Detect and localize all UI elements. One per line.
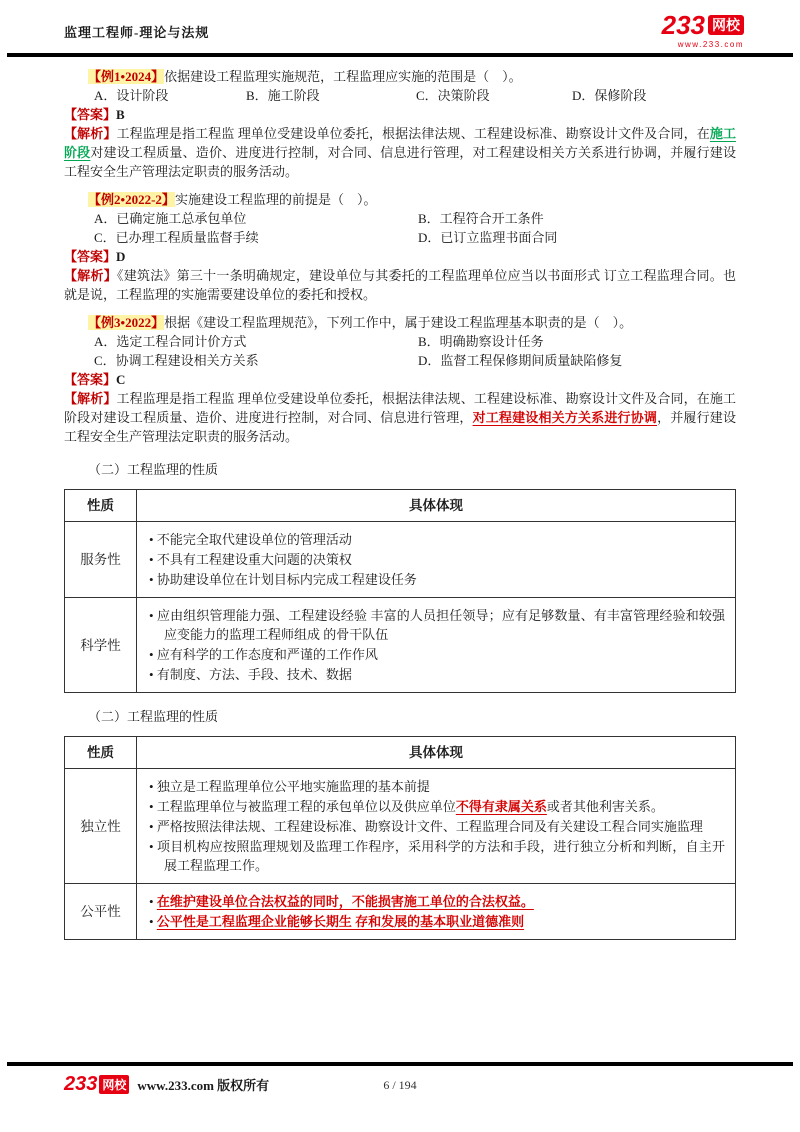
example-2-question xyxy=(64,190,736,209)
row-detail xyxy=(137,884,736,940)
option-b: B．明确勘察设计任务 xyxy=(418,334,544,349)
table-row xyxy=(65,522,736,598)
analysis-label: 【解析】 xyxy=(64,268,117,283)
example-2-answer xyxy=(64,247,736,266)
analysis-text: 工程监理是指工程监 理单位受建设单位委托，根据法律法规、工程建设标准、勘察设计文件及合同，在施工阶段对建设工程质量、造价、进度进行控制，对合同、信息进行管理， xyxy=(64,391,736,425)
option-c: C．已办理工程质量监督手续 xyxy=(94,230,259,245)
list-item: • 项目机构应按照监理规划及监理工作程序，采用科学的方法和手段，进行独立分析和判断，自主开展工程监理工作。 xyxy=(149,837,725,875)
example-3-answer xyxy=(64,370,736,389)
option-d: D．监督工程保修期间质量缺陷修复 xyxy=(418,353,623,368)
analysis-text: 《建筑法》第三十一条明确规定，建设单位与其委托的工程监理单位应当以书面形式 订立工程监理合同。也就是说，工程监理的实施需要建设单位的委托和授权。 xyxy=(64,268,736,302)
analysis-text: 对建设工程质量、造价、进度进行控制，对合同、信息进行管理，对工程建设相关方关系进行协调，并履行建设工程安全生产管理法定职责的服务活动。 xyxy=(64,145,736,179)
analysis-label: 【解析】 xyxy=(64,126,117,141)
row-detail xyxy=(137,769,736,884)
list-item: • 有制度、方法、手段、技术、数据 xyxy=(149,665,725,684)
analysis-text: 工程监理是指工程监 理单位受建设单位委托，根据法律法规、工程建设标准、勘察设计文件及合同，在 xyxy=(116,126,710,141)
row-name: 独立性 xyxy=(65,769,137,884)
analysis-text: ，并履行建设工程安全生产管理法定职责的服务活动。 xyxy=(64,410,736,444)
list-item: • 不能完全取代建设单位的管理活动 xyxy=(149,530,725,549)
example-3-options xyxy=(64,332,736,370)
example-2 xyxy=(64,190,736,304)
example-1-label: 【例1•2024】 xyxy=(88,69,165,84)
list-item: • 协助建设单位在计划目标内完成工程建设任务 xyxy=(149,570,725,589)
table-row xyxy=(65,884,736,940)
list-item: • 应由组织管理能力强、工程建设经验 丰富的人员担任领导；应有足够数量、有丰富管理经验和较强应变能力的监理工程师组成 的骨干队伍 xyxy=(149,606,725,644)
list-item xyxy=(149,892,725,911)
page-header xyxy=(0,0,800,53)
item-highlight-red: 公平性是工程监理企业能够长期生 存和发展的基本职业道德准则 xyxy=(156,914,525,929)
item-highlight-red: 在维护建设单位合法权益的同时，不能损害施工单位的合法权益。 xyxy=(156,894,534,909)
option-a: A．设计阶段 xyxy=(94,88,169,103)
item-text: 或者其他利害关系。 xyxy=(546,799,664,814)
option-d: D．保修阶段 xyxy=(572,88,647,103)
page-content xyxy=(0,57,800,940)
example-1 xyxy=(64,67,736,181)
option-b: B．施工阶段 xyxy=(246,88,320,103)
col-header-nature: 性质 xyxy=(65,737,137,769)
brand-url: www.233.com xyxy=(677,40,744,49)
brand-logo xyxy=(662,12,744,49)
item-text: 工程监理单位与被监理工程的承包单位以及供应单位 xyxy=(156,799,456,814)
copyright-text: www.233.com 版权所有 xyxy=(137,1077,270,1093)
list-item: • 严格按照法律法规、工程建设标准、勘察设计文件、工程监理合同及有关建设工程合同实施监理 xyxy=(149,817,725,836)
answer-label: 【答案】 xyxy=(64,372,117,387)
table-header-row xyxy=(65,490,736,522)
example-3-question xyxy=(64,313,736,332)
row-name: 服务性 xyxy=(65,522,137,598)
row-name: 科学性 xyxy=(65,598,137,693)
list-item: • 独立是工程监理单位公平地实施监理的基本前提 xyxy=(149,777,725,796)
option-c: C．决策阶段 xyxy=(416,88,490,103)
course-title: 监理工程师-理论与法规 xyxy=(64,25,210,40)
example-3-question-text: 根据《建设工程监理规范》，下列工作中，属于建设工程监理基本职责的是（ ）。 xyxy=(164,315,633,330)
example-1-question-text: 依据建设工程监理实施规范，工程监理应实施的范围是（ ）。 xyxy=(164,69,522,84)
example-3-analysis xyxy=(64,389,736,446)
example-2-analysis xyxy=(64,266,736,304)
example-3-label: 【例3•2022】 xyxy=(88,315,165,330)
page-footer xyxy=(0,1062,800,1102)
example-2-label: 【例2•2022-2】 xyxy=(88,192,175,207)
option-c: C．协调工程建设相关方关系 xyxy=(94,353,259,368)
section-heading-2: （二）工程监理的性质 xyxy=(88,709,219,724)
option-a: A．选定工程合同计价方式 xyxy=(94,334,247,349)
brand-number: 233 xyxy=(661,10,705,40)
col-header-nature: 性质 xyxy=(65,490,137,522)
option-a: A．已确定施工总承包单位 xyxy=(94,211,247,226)
list-item xyxy=(149,797,725,816)
list-item xyxy=(149,912,725,931)
nature-table-2 xyxy=(64,736,736,940)
brand-number: 233 xyxy=(64,1073,98,1095)
example-1-analysis xyxy=(64,124,736,181)
example-3 xyxy=(64,313,736,446)
answer-label: 【答案】 xyxy=(64,249,117,264)
col-header-detail: 具体体现 xyxy=(137,490,736,522)
row-detail xyxy=(137,522,736,598)
table-row xyxy=(65,769,736,884)
page-number: 6 / 194 xyxy=(383,1078,417,1092)
table-header-row xyxy=(65,737,736,769)
answer-value: C xyxy=(116,372,126,387)
list-item: • 不具有工程建设重大问题的决策权 xyxy=(149,550,725,569)
example-2-options xyxy=(64,209,736,247)
analysis-highlight-red: 对工程建设相关方关系进行协调 xyxy=(472,410,658,425)
section-heading-1: （二）工程监理的性质 xyxy=(88,462,219,477)
item-highlight-red: 不得有隶属关系 xyxy=(455,799,547,814)
row-detail xyxy=(137,598,736,693)
answer-label: 【答案】 xyxy=(64,107,117,122)
row-name: 公平性 xyxy=(65,884,137,940)
answer-value: B xyxy=(116,107,125,122)
example-1-options xyxy=(64,86,736,105)
brand-school-badge: 网校 xyxy=(708,15,744,36)
option-b: B．工程符合开工条件 xyxy=(418,211,544,226)
example-2-question-text: 实施建设工程监理的前提是（ ）。 xyxy=(174,192,377,207)
analysis-highlight-green: 施工阶段 xyxy=(64,126,736,160)
table-row xyxy=(65,598,736,693)
nature-table-1 xyxy=(64,489,736,693)
answer-value: D xyxy=(116,249,126,264)
list-item: • 应有科学的工作态度和严谨的工作作风 xyxy=(149,645,725,664)
col-header-detail: 具体体现 xyxy=(137,737,736,769)
brand-school-badge: 网校 xyxy=(99,1075,129,1094)
option-d: D．已订立监理书面合同 xyxy=(418,230,558,245)
analysis-label: 【解析】 xyxy=(64,391,117,406)
example-1-answer xyxy=(64,105,736,124)
example-1-question xyxy=(64,67,736,86)
